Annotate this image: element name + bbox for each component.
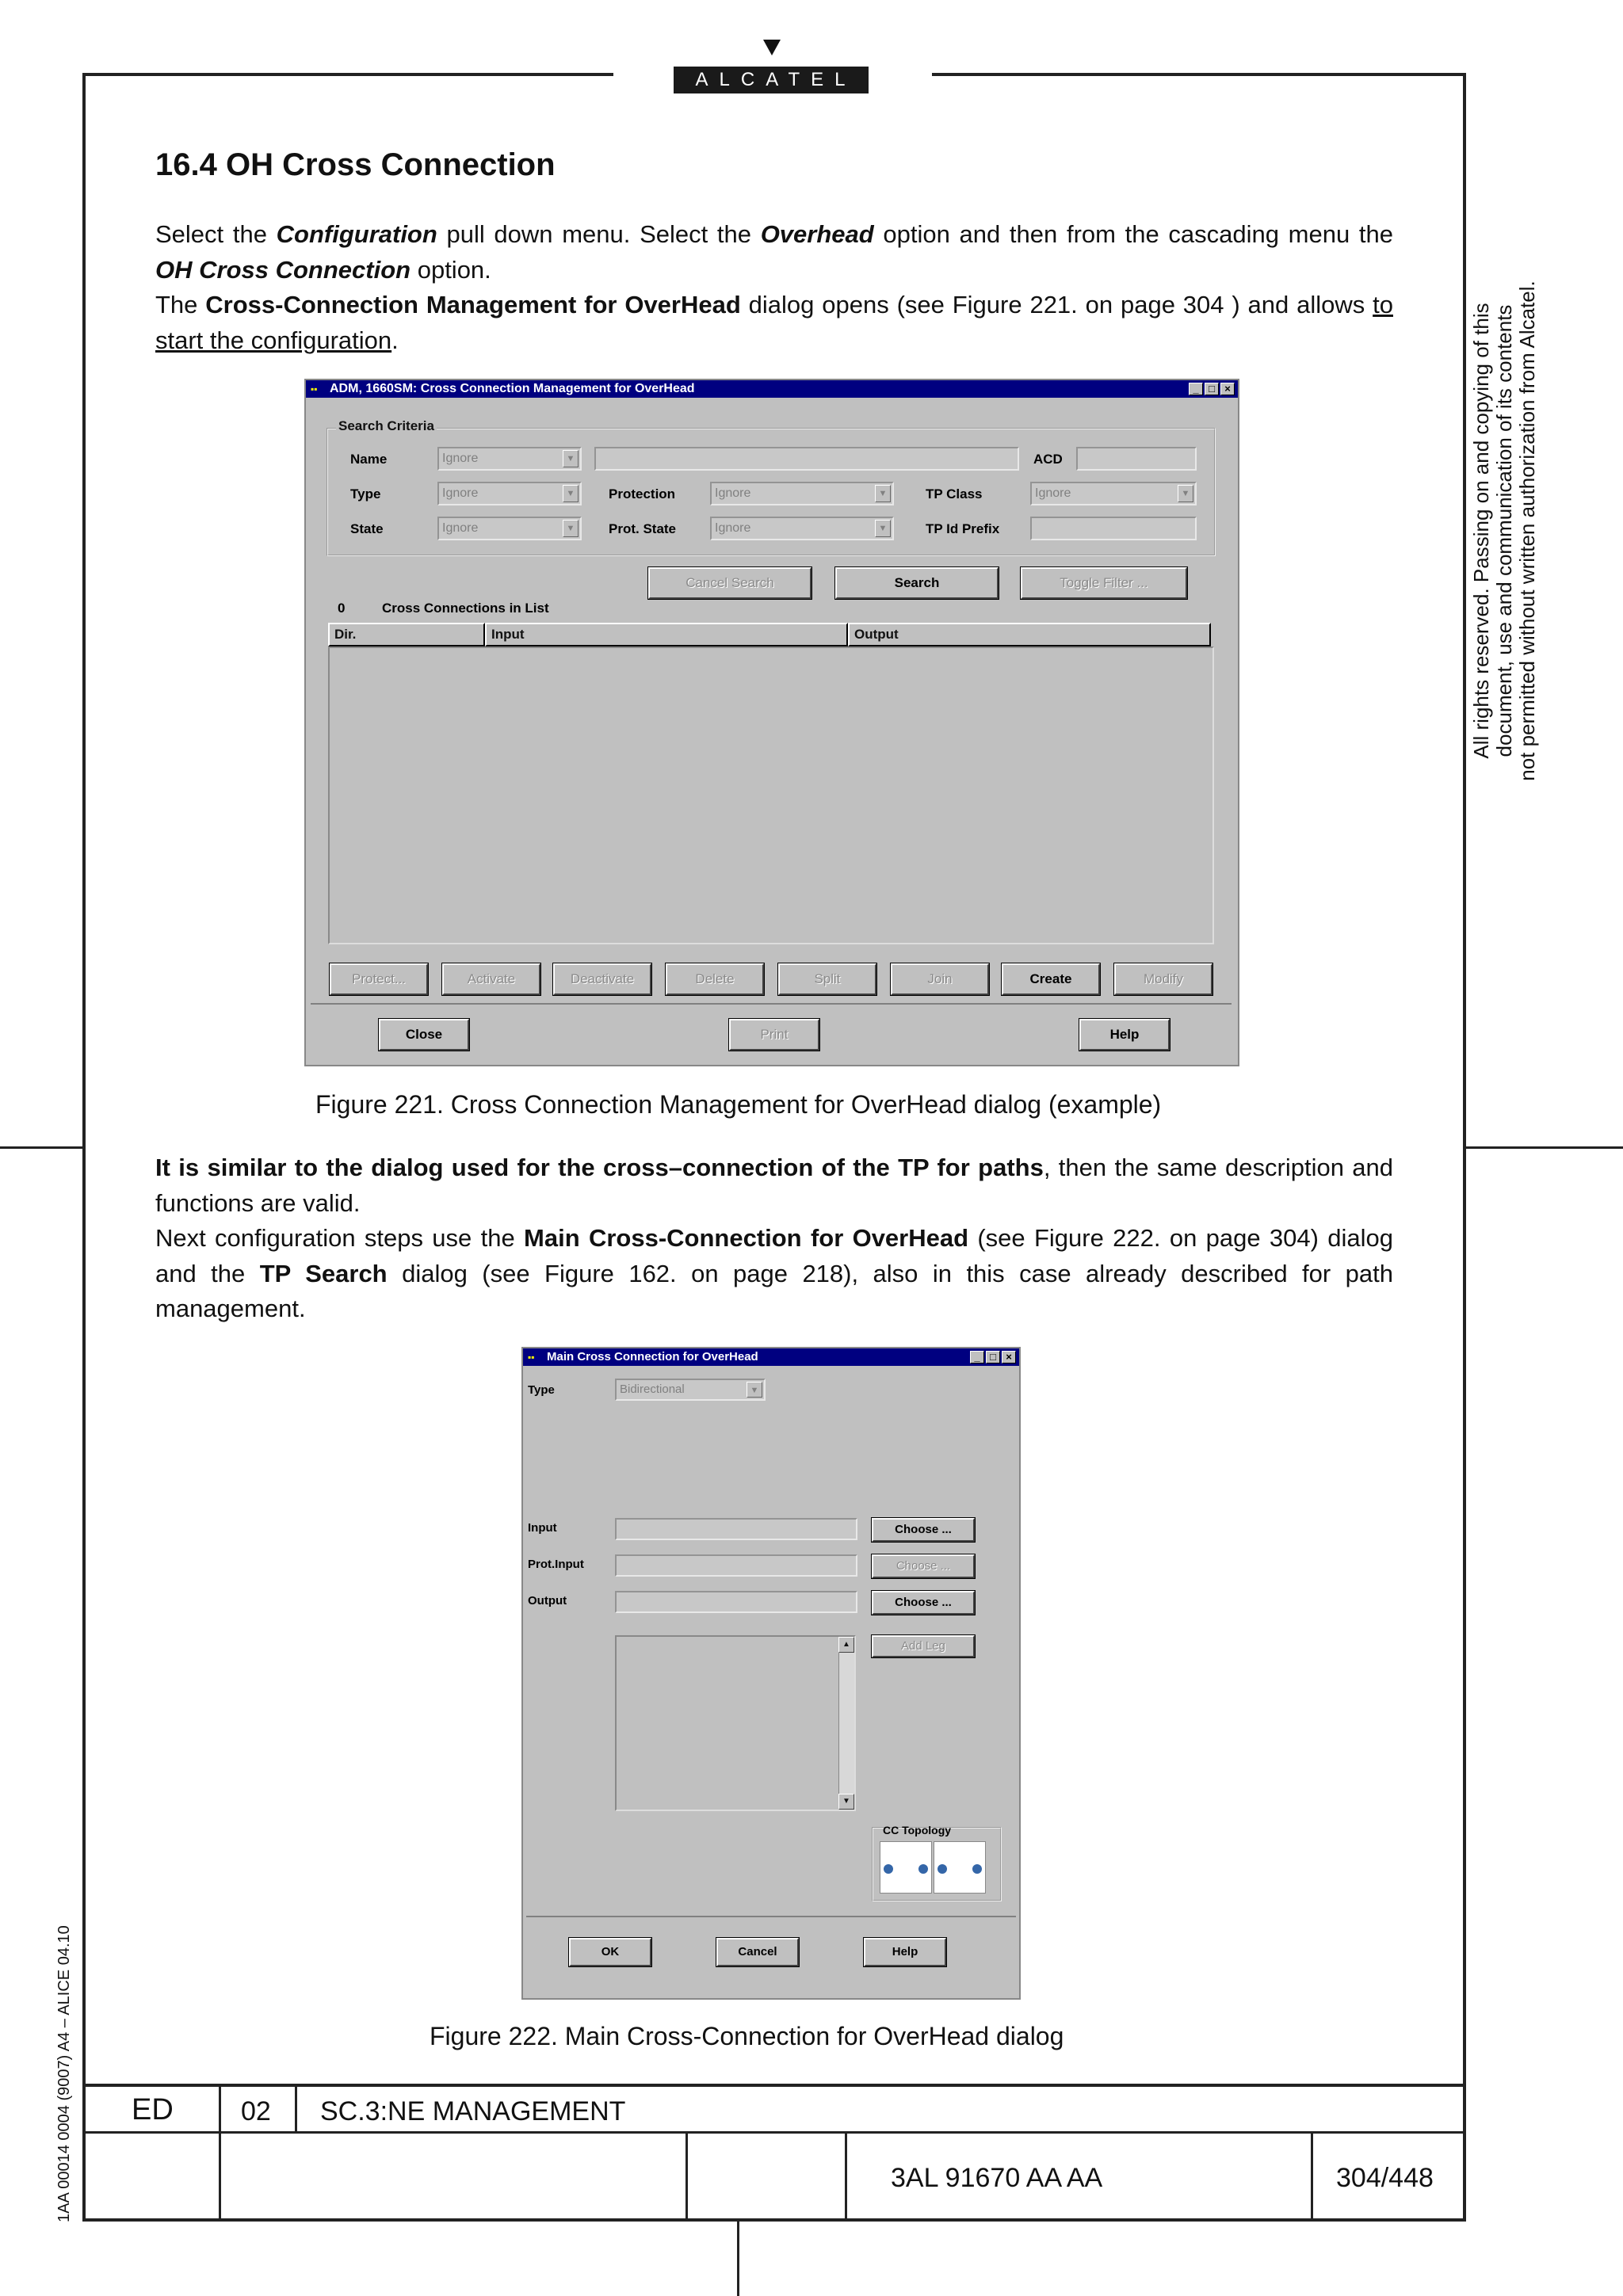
prot-state-label: Prot. State [609, 521, 677, 536]
footer-v4 [845, 2131, 847, 2222]
acd-label: ACD [1033, 452, 1063, 467]
topology-option-2[interactable] [934, 1841, 986, 1894]
protection-combo[interactable]: Ignore ▼ [710, 482, 894, 505]
cancel-button[interactable]: Cancel [716, 1938, 799, 1966]
footer-section: SC.3:NE MANAGEMENT [320, 2096, 626, 2126]
minimize-icon[interactable]: _ [970, 1351, 984, 1363]
footer-ed: ED [132, 2093, 174, 2126]
maximize-icon[interactable]: □ [1205, 383, 1219, 395]
footer-v5 [1311, 2131, 1313, 2222]
type-combo[interactable]: Ignore ▼ [437, 482, 582, 505]
choose-prot-input-button[interactable]: Choose ... [872, 1554, 975, 1578]
button-divider [311, 1003, 1232, 1005]
figure-222-caption: Figure 222. Main Cross-Connection for OverHead dialog [430, 2022, 1064, 2050]
col-header-dir[interactable]: Dir. [328, 623, 485, 646]
name-label: Name [350, 452, 388, 467]
footer-bottom [82, 2218, 1466, 2222]
paragraph-2: It is similar to the dialog used for the cross–connection of the TP for paths, then the same description and functions are valid. Next configuration steps use the Main Cross-Connection for OverHead (see Figure 222. on page 304) dialog and the TP Search dialog (see Figure 162. on page 218), also in this case already described for path management. [155, 1154, 1394, 1322]
input-label: Input [528, 1521, 557, 1535]
legs-list[interactable] [615, 1635, 856, 1811]
footer-v1 [219, 2084, 221, 2222]
footer-v3 [685, 2131, 688, 2222]
name-field[interactable] [594, 447, 1019, 471]
doc-code: 1AA 00014 0004 (9007) A4 – ALICE 04.10 [55, 1925, 73, 2222]
input-field[interactable] [615, 1518, 857, 1540]
node-icon [918, 1864, 928, 1874]
search-button[interactable]: Search [835, 567, 999, 599]
col-header-input[interactable]: Input [485, 623, 848, 646]
type-label: Type [350, 486, 381, 502]
delete-button[interactable]: Delete [666, 963, 764, 995]
prot-state-combo[interactable]: Ignore ▼ [710, 517, 894, 540]
chevron-down-icon: ▼ [1178, 485, 1193, 502]
app-icon: ▪▪ [528, 1352, 535, 1363]
tp-id-prefix-label: TP Id Prefix [926, 521, 1000, 536]
minimize-icon[interactable]: _ [1189, 383, 1203, 395]
window-titlebar: ▪▪ Main Cross Connection for OverHead _ □ × [523, 1348, 1019, 1366]
alcatel-logo: ALCATEL [674, 67, 869, 93]
window-titlebar: ▪▪ ADM, 1660SM: Cross Connection Management for OverHead _ □ × [306, 380, 1238, 398]
close-icon[interactable]: × [1220, 383, 1235, 395]
app-icon: ▪▪ [311, 383, 318, 395]
footer-top [82, 2084, 1466, 2087]
chevron-down-icon: ▼ [747, 1382, 762, 1398]
split-button[interactable]: Split [778, 963, 876, 995]
figure-221-caption: Figure 221. Cross Connection Management for OverHead dialog (example) [315, 1090, 1162, 1119]
output-field[interactable] [615, 1591, 857, 1613]
ok-button[interactable]: OK [569, 1938, 651, 1966]
cancel-search-button[interactable]: Cancel Search [648, 567, 812, 599]
acd-field[interactable] [1076, 447, 1197, 471]
cc-count-label: Cross Connections in List [382, 601, 549, 616]
rights-notice: All rights reserved. Passing on and copying of this document, use and communication of its contents not permitted without written authorization from Alcatel. [1469, 280, 1539, 781]
scroll-down-icon[interactable]: ▼ [838, 1794, 854, 1810]
maximize-icon[interactable]: □ [986, 1351, 1000, 1363]
main-cc-window [521, 1347, 1021, 2000]
choose-output-button[interactable]: Choose ... [872, 1591, 975, 1615]
toggle-filter-button[interactable]: Toggle Filter ... [1021, 567, 1187, 599]
fold-mark-right [1466, 1146, 1623, 1149]
state-label: State [350, 521, 384, 536]
chevron-down-icon: ▼ [563, 450, 579, 467]
cc-management-window [304, 379, 1239, 1066]
fold-mark-left [0, 1146, 82, 1149]
create-button[interactable]: Create [1002, 963, 1100, 995]
state-combo[interactable]: Ignore ▼ [437, 517, 582, 540]
output-label: Output [528, 1594, 567, 1608]
choose-input-button[interactable]: Choose ... [872, 1518, 975, 1542]
prot-input-label: Prot.Input [528, 1558, 584, 1571]
close-button[interactable]: Close [379, 1019, 469, 1051]
chevron-down-icon: ▼ [875, 485, 891, 502]
help-button[interactable]: Help [1079, 1019, 1170, 1051]
footer-v2 [295, 2084, 297, 2133]
activate-button[interactable]: Activate [442, 963, 540, 995]
search-criteria-title: Search Criteria [336, 418, 437, 434]
section-title: 16.4 OH Cross Connection [155, 147, 556, 182]
frame-top-left [82, 73, 613, 76]
tp-class-combo[interactable]: Ignore ▼ [1030, 482, 1197, 505]
protection-label: Protection [609, 486, 676, 502]
footer-page: 304/448 [1336, 2163, 1434, 2193]
cc-topology-label: CC Topology [883, 1824, 952, 1836]
footer-ed-num: 02 [241, 2096, 271, 2126]
col-header-output[interactable]: Output [848, 623, 1211, 646]
name-combo[interactable]: Ignore ▼ [437, 447, 582, 471]
footer-mid [82, 2131, 1466, 2134]
logo-triangle-icon [763, 40, 781, 55]
tp-id-prefix-field[interactable] [1030, 517, 1197, 540]
protect-button[interactable]: Protect... [330, 963, 428, 995]
join-button[interactable]: Join [891, 963, 989, 995]
button-divider [526, 1916, 1016, 1917]
modify-button[interactable]: Modify [1114, 963, 1212, 995]
prot-input-field[interactable] [615, 1554, 857, 1577]
add-leg-button[interactable]: Add Leg [872, 1635, 975, 1657]
cc-count: 0 [338, 601, 346, 616]
footer-doc-ref: 3AL 91670 AA AA [891, 2163, 1103, 2193]
frame-top-right [932, 73, 1466, 76]
deactivate-button[interactable]: Deactivate [553, 963, 651, 995]
tp-class-label: TP Class [926, 486, 983, 502]
print-button[interactable]: Print [729, 1019, 819, 1051]
type-combo[interactable]: Bidirectional ▼ [615, 1379, 766, 1401]
help-button[interactable]: Help [864, 1938, 946, 1966]
cc-list[interactable] [328, 646, 1214, 944]
paragraph-1: Select the Configuration pull down menu. Select the Overhead option and then from the cascading menu the OH Cross Connection option. The Cross-Connection Management for OverHead dialog opens (see Figure 221. on page 304 ) and allows to start the configuration. [155, 220, 1394, 354]
chevron-down-icon: ▼ [875, 520, 891, 537]
frame-left [82, 73, 86, 2220]
scrollbar[interactable] [838, 1637, 854, 1810]
chevron-down-icon: ▼ [563, 520, 579, 537]
scroll-up-icon[interactable]: ▲ [838, 1637, 854, 1653]
topology-option-1[interactable] [880, 1841, 932, 1894]
node-icon [972, 1864, 982, 1874]
footer-tail [737, 2222, 739, 2296]
node-icon [938, 1864, 947, 1874]
node-icon [884, 1864, 893, 1874]
type-label: Type [528, 1383, 555, 1397]
close-icon[interactable]: × [1002, 1351, 1016, 1363]
chevron-down-icon: ▼ [563, 485, 579, 502]
